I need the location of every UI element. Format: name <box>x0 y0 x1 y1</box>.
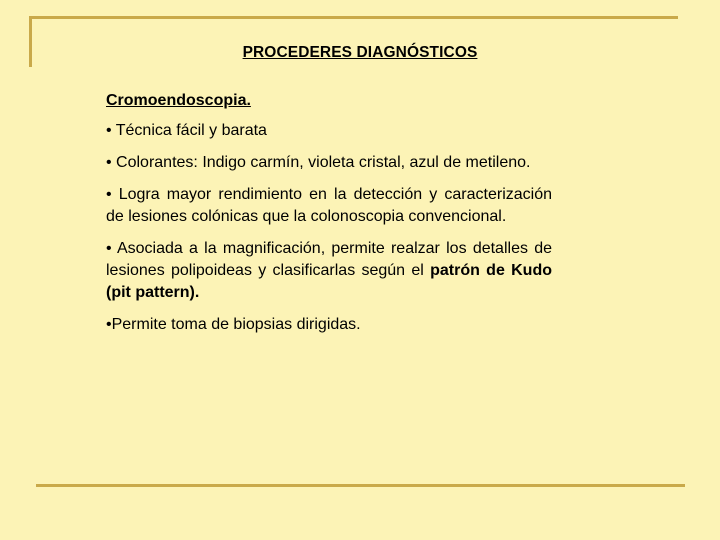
bottom-rule <box>36 484 685 487</box>
bullet-rendimiento: • Logra mayor rendimiento en la detección y caracterización de lesiones colónicas que la colonoscopia convencional. <box>106 186 552 225</box>
bullet-tecnica: • Técnica fácil y barata <box>106 122 267 139</box>
bullet-magnificacion <box>106 238 552 304</box>
bullet-magnificacion-text: • Asociada a la magnificación, permite realzar los detalles de lesiones polipoideas y clasificarlas según el <box>106 240 552 279</box>
top-rule <box>29 16 678 19</box>
bullet-biopsias: •Permite toma de biopsias dirigidas. <box>106 316 361 333</box>
section-subtitle: Cromoendoscopia. <box>106 92 251 109</box>
kudo-pattern-text: patrón de Kudo (pit pattern). <box>106 262 552 301</box>
slide-content <box>106 90 552 346</box>
bullet-colorantes: • Colorantes: Indigo carmín, violeta cristal, azul de metileno. <box>106 154 531 171</box>
slide-title: PROCEDERES DIAGNÓSTICOS <box>242 44 478 61</box>
